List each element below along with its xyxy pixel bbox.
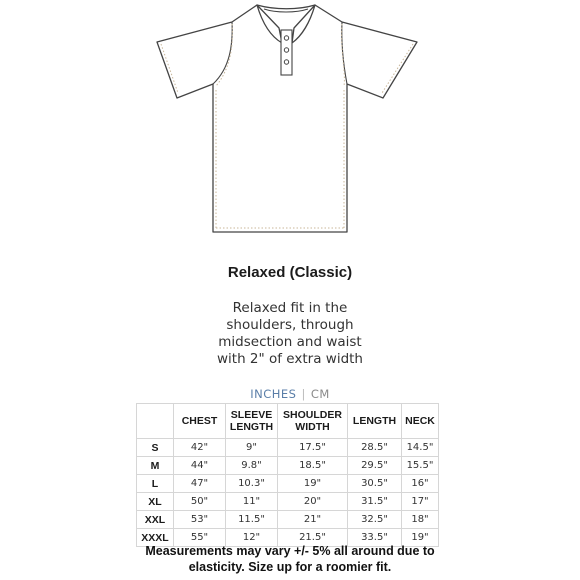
shoulder-cell: 21.5" — [278, 529, 348, 547]
chest-cell: 47" — [174, 475, 226, 493]
neck-cell: 14.5" — [402, 439, 439, 457]
table-header-row — [137, 404, 439, 439]
size-label: M — [137, 457, 174, 475]
length-cell: 30.5" — [348, 475, 402, 493]
sleeve-cell: 11" — [226, 493, 278, 511]
size-label: XXL — [137, 511, 174, 529]
unit-cm-tab[interactable]: CM — [310, 387, 330, 401]
header-chest: CHEST — [174, 404, 226, 439]
unit-inches-tab[interactable]: INCHES — [250, 387, 297, 401]
table-row — [137, 439, 439, 457]
length-cell: 31.5" — [348, 493, 402, 511]
length-cell: 32.5" — [348, 511, 402, 529]
neck-cell: 19" — [402, 529, 439, 547]
size-label: XXXL — [137, 529, 174, 547]
fit-description-line: Relaxed fit in the — [232, 300, 348, 316]
sleeve-cell: 9" — [226, 439, 278, 457]
header-neck: NECK — [402, 404, 439, 439]
chest-cell: 42" — [174, 439, 226, 457]
shoulder-cell: 17.5" — [278, 439, 348, 457]
table-row — [137, 511, 439, 529]
table-row — [137, 475, 439, 493]
table-row — [137, 493, 439, 511]
unit-separator: | — [301, 387, 306, 401]
chest-cell: 44" — [174, 457, 226, 475]
chest-cell: 53" — [174, 511, 226, 529]
header-size — [137, 404, 174, 439]
size-label: L — [137, 475, 174, 493]
length-cell: 28.5" — [348, 439, 402, 457]
shoulder-cell: 19" — [278, 475, 348, 493]
neck-cell: 16" — [402, 475, 439, 493]
fit-title: Relaxed (Classic) — [227, 264, 353, 281]
fit-description-line: with 2" of extra width — [216, 351, 363, 367]
fit-description-line: midsection and waist — [218, 334, 362, 350]
measurement-note — [130, 543, 450, 575]
shoulder-cell: 20" — [278, 493, 348, 511]
neck-cell: 15.5" — [402, 457, 439, 475]
measurement-note-line: elasticity. Size up for a roomier fit. — [188, 560, 392, 574]
shoulder-cell: 18.5" — [278, 457, 348, 475]
fit-description-line: shoulders, through — [226, 317, 354, 333]
size-label: XL — [137, 493, 174, 511]
polo-shirt-illustration — [150, 0, 430, 238]
sleeve-cell: 12" — [226, 529, 278, 547]
sleeve-cell: 11.5" — [226, 511, 278, 529]
chest-cell: 50" — [174, 493, 226, 511]
shoulder-cell: 21" — [278, 511, 348, 529]
sleeve-cell: 10.3" — [226, 475, 278, 493]
length-cell: 33.5" — [348, 529, 402, 547]
sleeve-cell: 9.8" — [226, 457, 278, 475]
header-length: LENGTH — [348, 404, 402, 439]
header-sleeve-length: SLEEVE LENGTH — [226, 404, 278, 439]
table-row — [137, 457, 439, 475]
neck-cell: 18" — [402, 511, 439, 529]
chest-cell: 55" — [174, 529, 226, 547]
size-label: S — [137, 439, 174, 457]
neck-cell: 17" — [402, 493, 439, 511]
length-cell: 29.5" — [348, 457, 402, 475]
header-shoulder-width: SHOULDER WIDTH — [278, 404, 348, 439]
measurement-note-line: Measurements may vary +/- 5% all around due to — [145, 544, 435, 558]
unit-toggle — [0, 387, 580, 401]
fit-description — [190, 300, 390, 368]
size-chart-table — [136, 403, 439, 547]
